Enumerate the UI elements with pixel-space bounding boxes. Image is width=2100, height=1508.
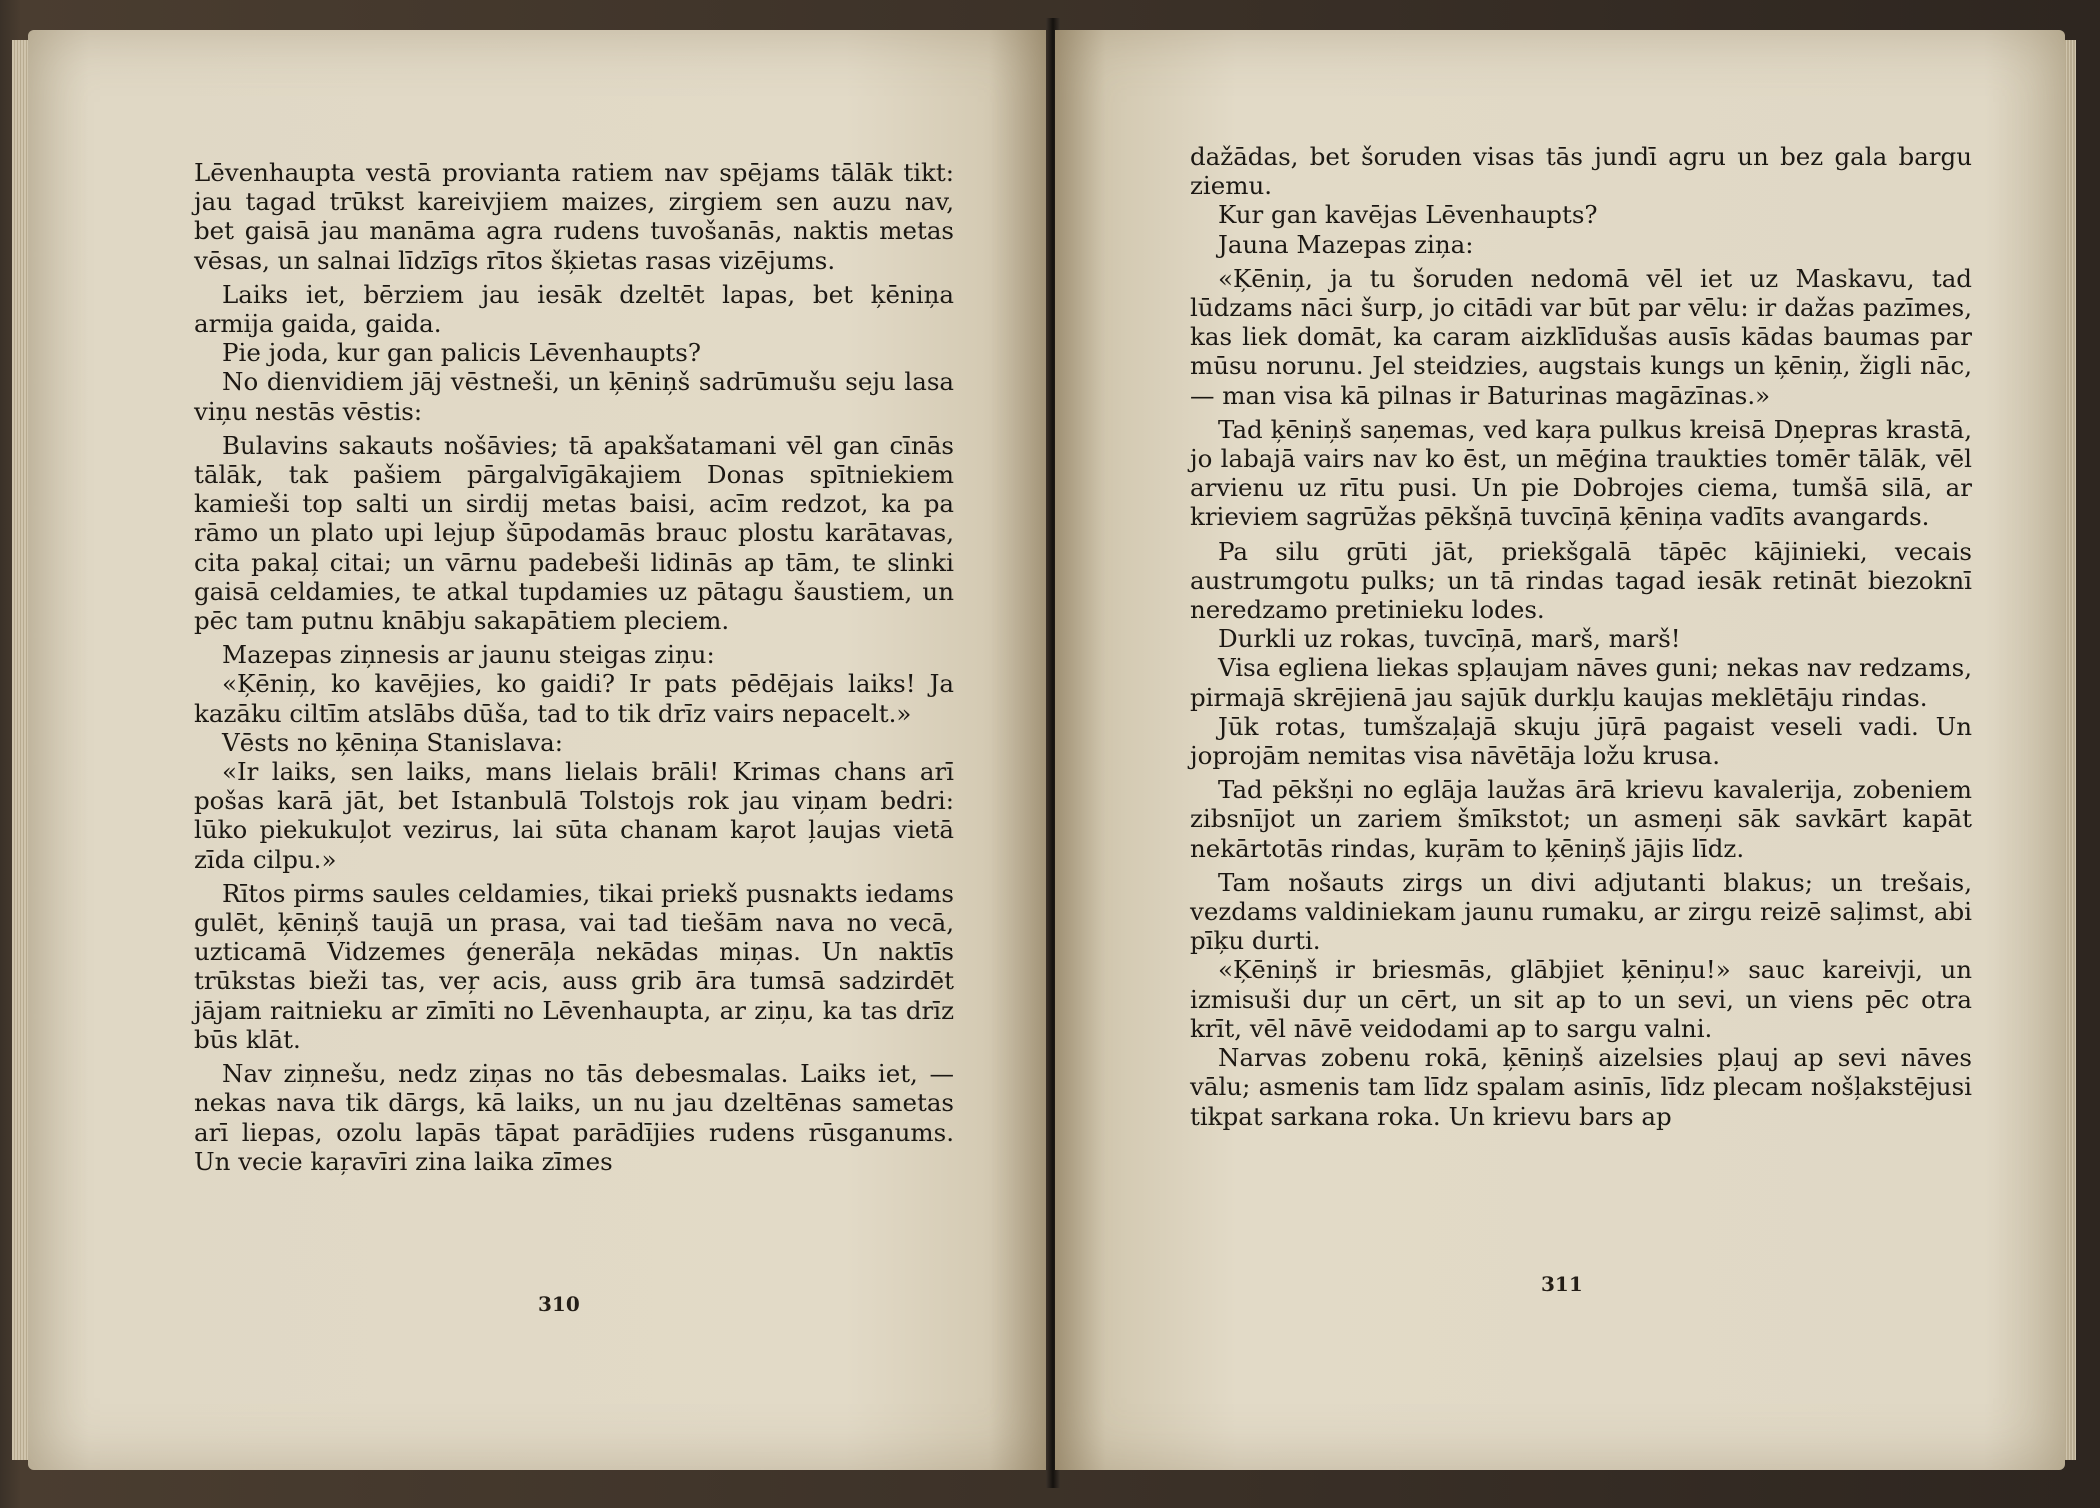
paragraph: Kur gan kavējas Lēvenhaupts? xyxy=(1218,200,1598,230)
paragraph: Tad ķēniņš saņemas, ved kaŗa pulkus kreisā Dņepras krastā, jo labajā vairs nav ko ēst, un mēģina traukties tomēr tālāk, vēl arvienu uz rītu pusi. Un pie Dobrojes ciema, tumšā silā, ar krieviem sagrūžas pēkšņā tuvcīņā ķēniņa vadīts avangards. xyxy=(1190,414,1972,532)
paragraph: No dienvidiem jāj vēstneši, un ķēniņš sadrūmušu seju lasa viņu nestās vēstis: xyxy=(194,367,954,426)
paragraph: Laiks iet, bērziem jau iesāk dzeltēt lapas, bet ķēniņa armija gaida, gaida. xyxy=(194,279,954,339)
paragraph: Lēvenhaupta vestā provianta ratiem nav spējams tālāk tikt: jau tagad trūkst kareivjiem maizes, zirgiem sen auzu nav, bet gaisā jau manāma agra rudens tuvošanās, naktis metas vēsas, un salnai līdzīgs rītos šķietas rasas vizējums. xyxy=(194,158,954,275)
paragraph: Vēsts no ķēniņa Stanislava: xyxy=(222,727,563,757)
paragraph: «Ķēniņ, ko kavējies, ko gaidi? Ir pats pēdējais laiks! Ja kazāku ciltīm atslābs dūša, tad to tik drīz vairs nepacelt.» xyxy=(194,669,954,728)
paragraph: «Ķēniņš ir briesmās, glābjiet ķēniņu!» sauc kareivji, un izmisuši duŗ un cērt, un sit ap to un sevi, un viens pēc otra krīt, vēl nāvē veidodami ap to sargu valni. xyxy=(1190,955,1972,1043)
paragraph: Narvas zobenu rokā, ķēniņš aizelsies pļauj ap sevi nāves vālu; asmenis tam līdz spalam asinīs, līdz plecam nošļakstējusi tikpat sarkana roka. Un krievu bars ap xyxy=(1190,1043,1972,1131)
page-number: 310 xyxy=(538,1292,580,1316)
paragraph: «Ir laiks, sen laiks, mans lielais brāli! Krimas chans arī pošas karā jāt, bet Istanbulā Tolstojs rok jau viņam bedri: lūko piekukuļot vezirus, lai sūta chanam kaŗot ļaujas vietā zīda cilpu.» xyxy=(194,757,954,874)
paragraph: Pie joda, kur gan palicis Lēvenhaupts? xyxy=(222,338,701,368)
paragraph: Rītos pirms saules celdamies, tikai priekš pusnakts iedams gulēt, ķēniņš taujā un prasa, vai tad tiešām nava no vecā, uzticamā Vidzemes ģenerāļa nekādas miņas. Un naktīs trūkstas bieži tas, veŗ acis, auss grib āra tumsā sadzirdēt jājam raitnieku ar zīmīti no Lēvenhaupta, ar ziņu, ka tas drīz būs klāt. xyxy=(194,878,954,1054)
right-page-text xyxy=(1190,142,1972,1131)
left-page-text xyxy=(194,158,954,1176)
paragraph: Nav ziņnešu, nedz ziņas no tās debesmalas. Laiks iet, — nekas nava tik dārgs, kā laiks, un nu jau dzeltēnas sametas arī liepas, ozolu lapās tāpat parādījies rudens rūsganums. Un vecie kaŗavīri zina laika zīmes xyxy=(194,1059,954,1176)
page-number: 311 xyxy=(1541,1272,1583,1296)
left-page xyxy=(28,30,1050,1470)
paragraph: Jūk rotas, tumšzaļajā skuju jūŗā pagaist veseli vadi. Un joprojām nemitas visa nāvētāja ložu krusa. xyxy=(1190,711,1972,771)
paragraph: Durkli uz rokas, tuvcīņā, marš, marš! xyxy=(1218,624,1681,654)
paragraph: dažādas, bet šoruden visas tās jundī agru un bez gala bargu ziemu. xyxy=(1190,142,1972,201)
paragraph: Bulavins sakauts nošāvies; tā apakšatamani vēl gan cīnās tālāk, tak pašiem pārgalvīgākajiem Donas spītniekiem kamieši top salti un sirdij metas baisi, acīm redzot, ka pa rāmo un plato upi lejup šūpodamās brauc plostu karātavas, cita pakaļ citai; un vārnu padebeši lidinās ap tām, te slinki gaisā celdamies, te atkal tupdamies uz pātagu šaustiem, un pēc tam putnu knābju sakapātiem pleciem. xyxy=(194,430,954,636)
paragraph: Mazepas ziņnesis ar jaunu steigas ziņu: xyxy=(222,640,715,670)
paragraph: Visa egliena liekas spļaujam nāves guni; nekas nav redzams, pirmajā skrējienā jau sajūk durkļu kaujas meklētāju rindas. xyxy=(1190,653,1972,712)
right-page xyxy=(1055,30,2065,1470)
paragraph: «Ķēniņ, ja tu šoruden nedomā vēl iet uz Maskavu, tad lūdzams nāci šurp, jo citādi var būt par vēlu: ir dažas pazīmes, kas liek domāt, ka caram aizklīdušas ausīs kādas baumas par mūsu norunu. Jel steidzies, augstais kungs un ķēniņ, žigli nāc, — man visa kā pilnas ir Baturinas magāzīnas.» xyxy=(1190,263,1972,410)
paragraph: Tam nošauts zirgs un divi adjutanti blakus; un trešais, vezdams valdiniekam jaunu rumaku, ar zirgu reizē saļimst, abi pīķu durti. xyxy=(1190,867,1972,956)
paragraph: Jauna Mazepas ziņa: xyxy=(1218,229,1474,259)
paragraph: Tad pēkšņi no eglāja laužas ārā krievu kavalerija, zobeniem zibsnījot un zariem šmīkstot; un asmeņi sāk savkārt kapāt nekārtotās rindas, kuŗām to ķēniņš jājis līdz. xyxy=(1190,775,1972,863)
paragraph: Pa silu grūti jāt, priekšgalā tāpēc kājinieki, vecais austrumgotu pulks; un tā rindas tagad iesāk retināt biezoknī neredzamo pretinieku lodes. xyxy=(1190,536,1972,625)
